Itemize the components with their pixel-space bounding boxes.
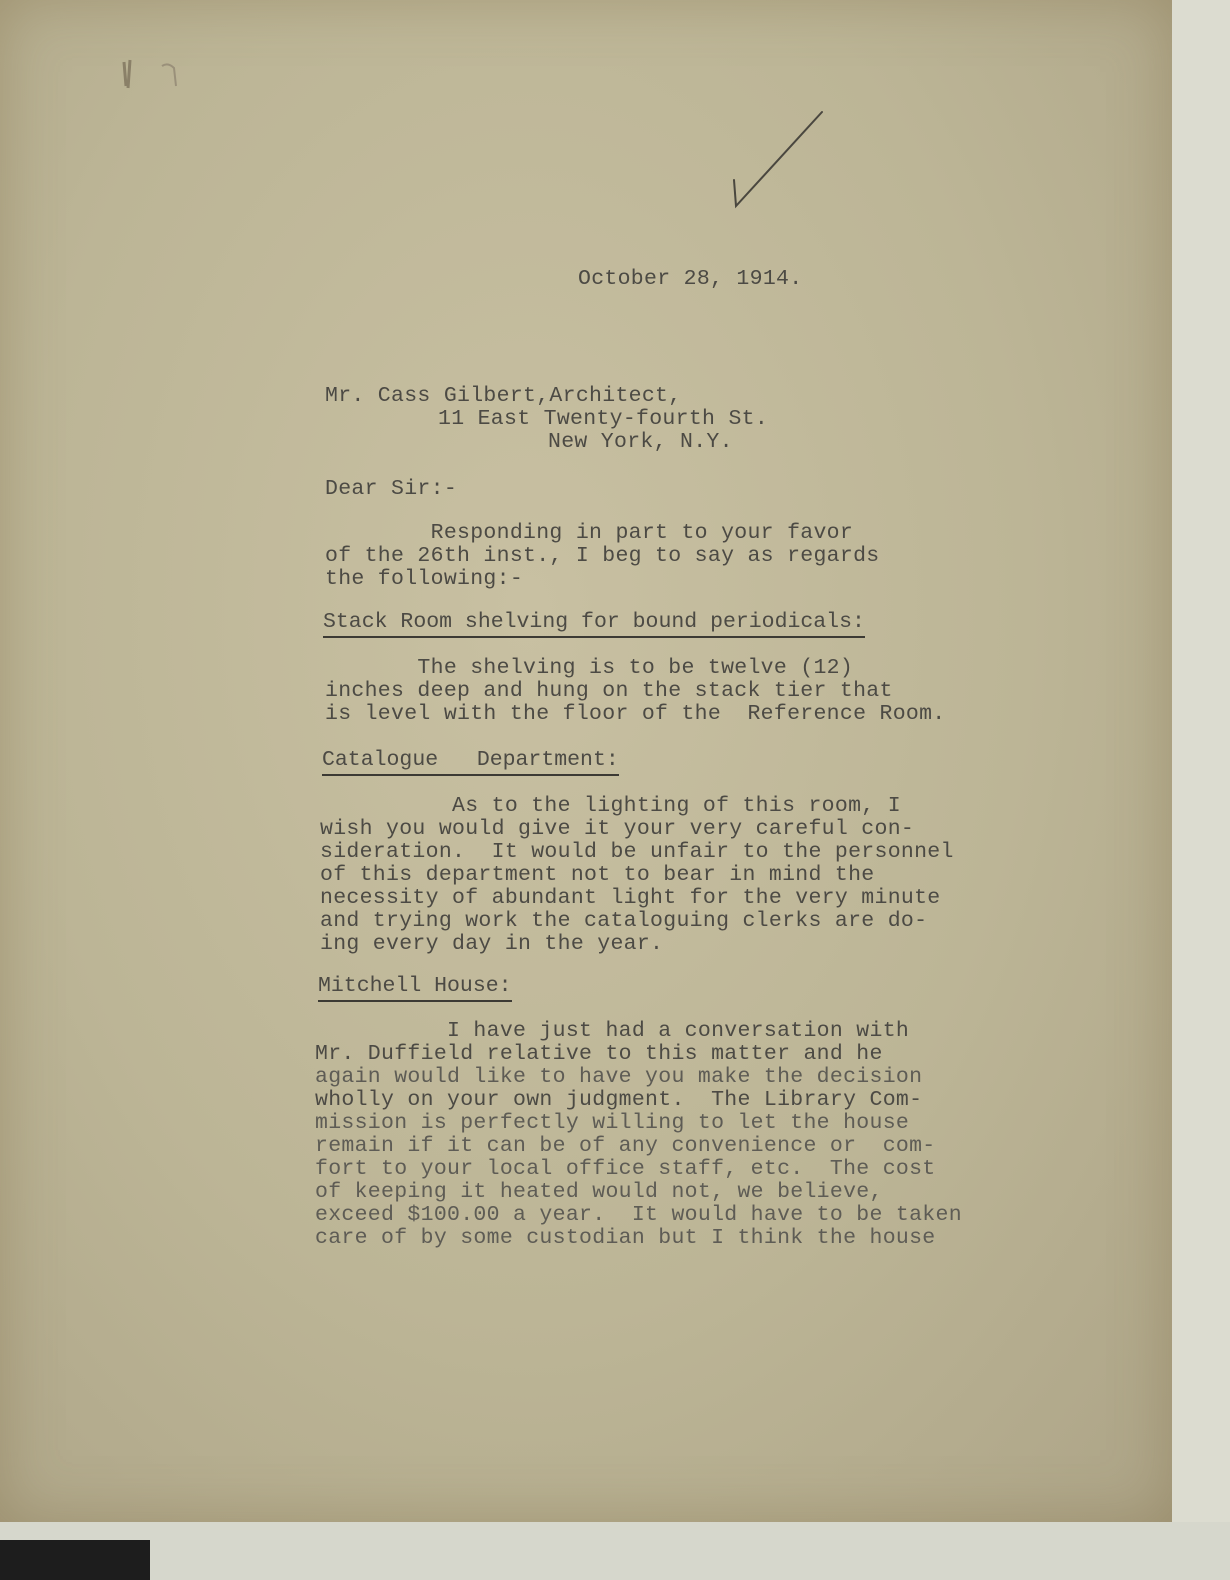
paragraph-line: exceed $100.00 a year. It would have to be taken [315, 1203, 962, 1227]
salutation: Dear Sir:- [325, 477, 458, 501]
paragraph-line: sideration. It would be unfair to the personnel [320, 840, 954, 864]
paragraph-line: inches deep and hung on the stack tier that [325, 679, 893, 703]
recipient-street: 11 East Twenty-fourth St. [438, 407, 769, 431]
paragraph-line: As to the lighting of this room, I [320, 794, 901, 818]
paragraph-line: mission is perfectly willing to let the house [315, 1111, 910, 1135]
paragraph-line: is level with the floor of the Reference Room. [325, 702, 946, 726]
section-heading: Mitchell House: [318, 975, 512, 1002]
paragraph-line: wish you would give it your very careful con- [320, 817, 915, 841]
paragraph-line: The shelving is to be twelve (12) [325, 656, 854, 680]
paragraph-line: of this department not to bear in mind the [320, 863, 875, 887]
section-heading: Stack Room shelving for bound periodicals: [323, 611, 865, 638]
paragraph-line: care of by some custodian but I think the house [315, 1226, 936, 1250]
paragraph-line: the following:- [325, 567, 524, 591]
paragraph-line: remain if it can be of any convenience or com- [315, 1134, 936, 1158]
recipient-city: New York, N.Y. [548, 430, 733, 454]
paper-clip-mark-icon [112, 56, 192, 96]
paragraph-line: of keeping it heated would not, we believe, [315, 1180, 883, 1204]
paragraph-line: necessity of abundant light for the very minute [320, 886, 941, 910]
paragraph-line: of the 26th inst., I beg to say as regards [325, 544, 880, 568]
paragraph-line: I have just had a conversation with [315, 1019, 910, 1043]
paragraph-line: fort to your local office staff, etc. The cost [315, 1157, 936, 1181]
letter-date: October 28, 1914. [578, 267, 803, 291]
paragraph-line: ing every day in the year. [320, 932, 664, 956]
paragraph-line: again would like to have you make the decision [315, 1065, 923, 1089]
scanner-corner-block [0, 1540, 150, 1580]
paragraph-line: wholly on your own judgment. The Library Com- [315, 1088, 923, 1112]
recipient-name: Mr. Cass Gilbert,Architect, [325, 384, 682, 408]
background-right-edge [1172, 0, 1230, 1580]
section-heading: Catalogue Department: [322, 749, 619, 776]
paragraph-line: and trying work the cataloguing clerks are do- [320, 909, 928, 933]
paragraph-line: Mr. Duffield relative to this matter and he [315, 1042, 883, 1066]
background-bottom-band [0, 1522, 1230, 1580]
paragraph-line: Responding in part to your favor [325, 521, 854, 545]
check-mark-icon [730, 110, 830, 210]
